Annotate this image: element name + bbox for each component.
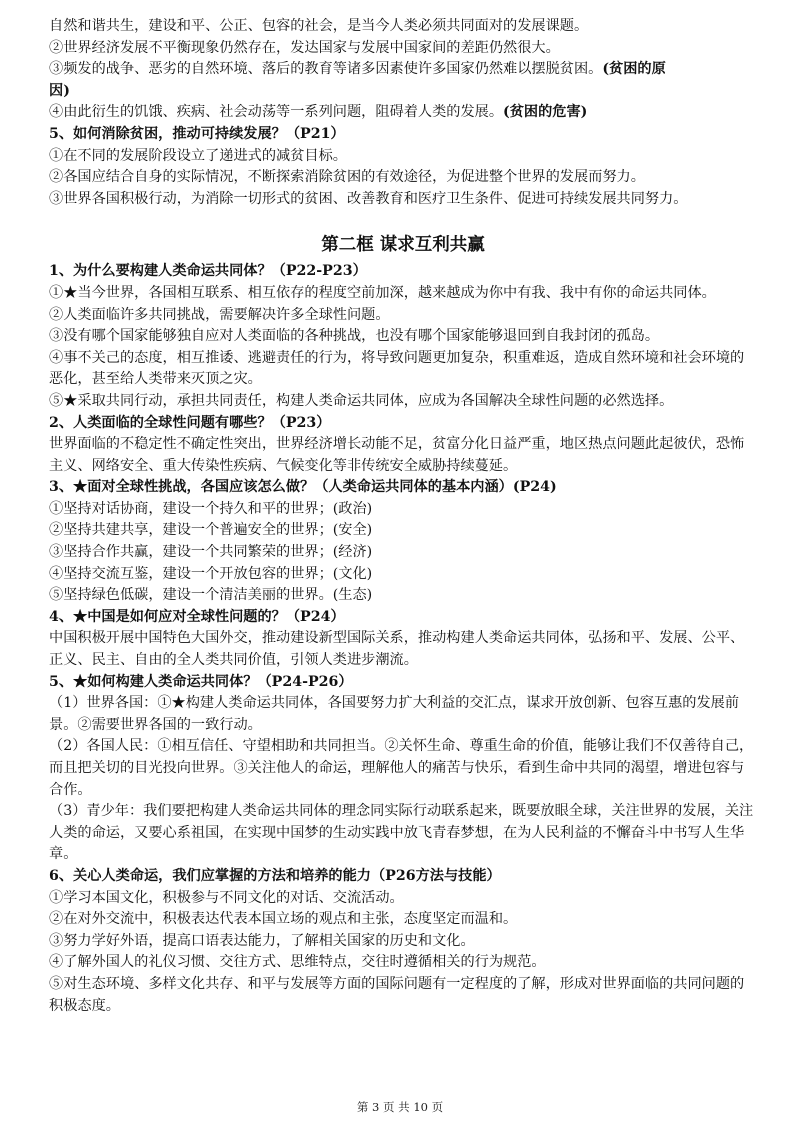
- list-item: ④了解外国人的礼仪习惯、交往方式、思维特点，交往时遵循相关的行为规范。: [49, 954, 546, 971]
- list-item: ①在不同的发展阶段设立了递进式的减贫目标。: [49, 147, 347, 164]
- text-line: 自然和谐共生，建设和平、公正、包容的社会，是当今人类必须共同面对的发展课题。: [49, 18, 589, 34]
- text-span: ④由此衍生的饥饿、疾病、社会动荡等一系列问题，阻碍着人类的发展。: [49, 104, 504, 121]
- text-span: ③频发的战争、恶劣的自然环境、落后的教育等诸多因素使许多国家仍然难以摆脱贫困。: [49, 61, 603, 78]
- text-line: [49, 102, 757, 124]
- list-item: ⑤坚持绿色低碳，建设一个清洁美丽的世界。(生态): [49, 587, 373, 604]
- list-item: （2）各国人民：①相互信任、守望相助和共同担当。②关怀生命、尊重生命的价值，能够让我们不仅善待自己，而且把关切的目光投向世界。③关注他人的命运，理解他人的痛苦与快乐，看到生命中共同的渴望，增进包容与合作。: [49, 738, 754, 798]
- question-heading: 2、人类面临的全球性问题有哪些？（P23）: [49, 414, 331, 431]
- list-item: ②坚持共建共享，建设一个普遍安全的世界；(安全): [49, 522, 373, 539]
- list-item: ⑤对生态环境、多样文化共存、和平与发展等方面的国际问题有一定程度的了解，形成对世界面临的共同问题的积极态度。: [49, 975, 745, 1014]
- list-item: ④事不关己的态度，相互推诿、逃避责任的行为，将导致问题更加复杂，积重难返，造成自然环境和社会环境的恶化，甚至给人类带来灭顶之灾。: [49, 349, 745, 388]
- answer-paragraph: 世界面临的不稳定性不确定性突出，世界经济增长动能不足，贫富分化日益严重，地区热点问题此起彼伏，恐怖主义、网络安全、重大传染性疾病、气候变化等非传统安全威胁持续蔓延。: [49, 436, 745, 474]
- list-item: ④坚持交流互鉴，建设一个开放包容的世界；(文化): [49, 565, 373, 582]
- question-heading: 1、为什么要构建人类命运共同体？（P22-P23）: [49, 263, 367, 280]
- text-line: ②世界经济发展不平衡现象仍然存在，发达国家与发展中国家间的差距仍然很大。: [49, 39, 560, 56]
- note-label: (贫困的危害): [503, 104, 588, 121]
- list-item: ②各国应结合自身的实际情况，不断探索消除贫困的有效途径，为促进整个世界的发展而努力。: [49, 169, 645, 186]
- question-heading: 3、★面对全球性挑战，各国应该怎么做？（人类命运共同体的基本内涵）(P24): [49, 479, 557, 496]
- list-item: ③坚持合作共赢，建设一个共同繁荣的世界；(经济): [49, 544, 373, 561]
- note-label-continued: 因): [49, 82, 70, 99]
- list-item: ②人类面临许多共同挑战，需要解决许多全球性问题。: [49, 306, 390, 323]
- question-heading: 5、如何消除贫困，推动可持续发展？（P21）: [49, 125, 345, 142]
- list-item: ①坚持对话协商，建设一个持久和平的世界；(政治): [49, 500, 373, 517]
- note-label: (贫困的原: [602, 61, 666, 78]
- list-item: ②在对外交流中，积极表达代表本国立场的观点和主张，态度坚定而温和。: [49, 911, 518, 928]
- list-item: ①学习本国文化，积极参与不同文化的对话、交流活动。: [49, 889, 404, 906]
- text-line: [49, 59, 757, 81]
- list-item: ③努力学好外语，提高口语表达能力，了解相关国家的历史和文化。: [49, 932, 475, 949]
- list-item: （1）世界各国：①★构建人类命运共同体，各国要努力扩大利益的交汇点，谋求开放创新、包容互惠的发展前景。②需要世界各国的一致行动。: [49, 695, 740, 733]
- question-heading: 4、★中国是如何应对全球性问题的？（P24）: [49, 608, 345, 625]
- document-page: [49, 16, 757, 1017]
- list-item: ③世界各国积极行动，为消除一切形式的贫困、改善教育和医疗卫生条件、促进可持续发展共同努力。: [49, 190, 688, 207]
- page-footer: 第 3 页 共 10 页: [356, 1100, 444, 1114]
- list-item: ③没有哪个国家能够独自应对人类面临的各种挑战，也没有哪个国家能够退回到自我封闭的孤岛。: [49, 328, 660, 345]
- answer-paragraph: 中国积极开展中国特色大国外交，推动建设新型国际关系，推动构建人类命运共同体，弘扬和平、发展、公平、正义、民主、自由的全人类共同价值，引领人类进步潮流。: [49, 630, 745, 669]
- list-item: ⑤★采取共同行动，承担共同责任，构建人类命运共同体，应成为各国解决全球性问题的必然选择。: [49, 392, 674, 409]
- question-heading: 6、关心人类命运，我们应掌握的方法和培养的能力（P26方法与技能）: [49, 867, 501, 884]
- list-item: （3）青少年：我们要把构建人类命运共同体的理念同实际行动联系起来，既要放眼全球，关注世界的发展，关注人类的命运，又要心系祖国，在实现中国梦的生动实践中放飞青春梦想，在为人民利益的不懈奋斗中书写人生华章。: [49, 803, 754, 863]
- question-heading: 5、★如何构建人类命运共同体？（P24-P26）: [49, 673, 353, 690]
- list-item: ①★当今世界，各国相互联系、相互依存的程度空前加深，越来越成为你中有我、我中有你的命运共同体。: [49, 284, 716, 301]
- section-title: 第二框 谋求互利共赢: [321, 235, 485, 256]
